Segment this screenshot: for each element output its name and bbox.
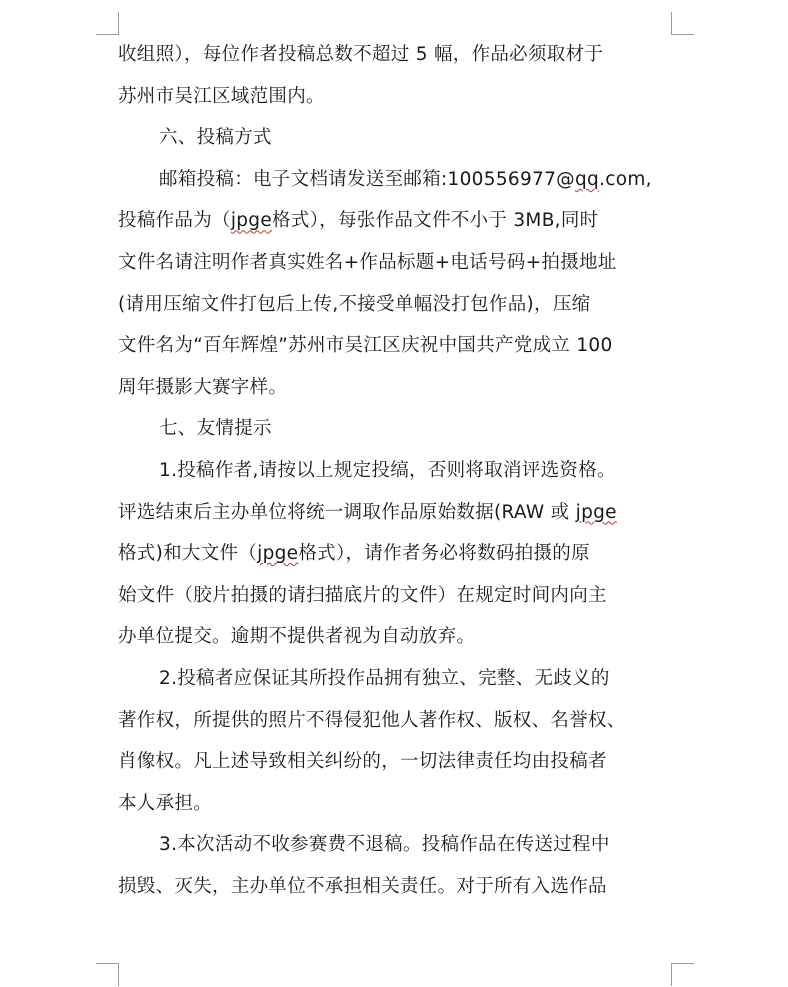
text-line (118, 200, 674, 242)
text-segment: 邮箱投稿：电子文档请发送至邮箱:100556977@ (159, 168, 575, 190)
text-line (118, 866, 674, 908)
text-line (118, 616, 674, 658)
spellcheck-flagged-word: jpge (575, 501, 617, 523)
text-segment: 收组照），每位作者投稿总数不超过 5 幅，作品必须取材于 (118, 44, 604, 65)
text-line (118, 408, 674, 450)
text-line (118, 533, 674, 575)
text-segment: 办单位提交。逾期不提供者视为自动放弃。 (118, 626, 476, 648)
text-segment: 周年摄影大赛字样。 (118, 376, 288, 398)
spellcheck-flagged-word: jpge (230, 210, 273, 232)
text-line (118, 658, 674, 700)
text-segment: 评选结束后主办单位将统一调取作品原始数据(RAW 或 (118, 501, 576, 523)
document-body[interactable] (118, 34, 674, 907)
text-line (118, 492, 674, 534)
text-line (118, 367, 674, 409)
text-segment: 投稿作品为（ (118, 210, 231, 232)
text-segment: 六、投稿方式 (159, 127, 272, 149)
text-line (118, 34, 674, 76)
text-line (118, 325, 674, 367)
text-segment: 七、友情提示 (159, 418, 272, 440)
text-segment: 2.投稿者应保证其所投作品拥有独立、完整、无歧义的 (159, 667, 610, 689)
text-line (118, 575, 674, 617)
text-line (118, 159, 674, 201)
crop-mark-bottom-right (671, 963, 694, 986)
text-segment: 肖像权。凡上述导致相关纠纷的，一切法律责任均由投稿者 (118, 751, 607, 773)
text-segment: 文件名请注明作者真实姓名+作品标题+电话号码+拍摄地址 (118, 251, 617, 273)
text-segment: 格式），每张作品文件不小于 3MB,同时 (272, 210, 599, 232)
text-segment: 格式），请作者务必将数码拍摄的原 (298, 543, 590, 565)
crop-mark-bottom-left (96, 963, 119, 986)
text-line (118, 700, 674, 742)
crop-mark-top-right (671, 12, 694, 35)
text-segment: 始文件（胶片拍摄的请扫描底片的文件）在规定时间内向主 (118, 584, 607, 606)
crop-mark-top-left (96, 12, 119, 35)
text-segment: 本人承担。 (118, 792, 213, 814)
spellcheck-flagged-word: qq (574, 168, 600, 190)
text-segment: .com, (599, 168, 652, 190)
text-segment: 文件名为“百年辉煌”苏州市吴江区庆祝中国共产党成立 100 (118, 335, 613, 357)
text-line (118, 741, 674, 783)
text-segment: 格式)和大文件（ (118, 543, 258, 565)
text-segment: 著作权，所提供的照片不得侵犯他人著作权、版权、名誉权、 (118, 709, 626, 731)
text-line (118, 450, 674, 492)
text-segment: 1.投稿作者,请按以上规定投缟，否则将取消评选资格。 (159, 459, 616, 481)
text-line (118, 783, 674, 825)
text-segment: (请用压缩文件打包后上传,不接受单幅没打包作品)，压缩 (118, 293, 591, 315)
spellcheck-flagged-word: jpge (257, 543, 299, 565)
text-line (118, 284, 674, 326)
text-segment: 苏州市吴江区域范围内。 (118, 85, 325, 107)
text-line (118, 242, 674, 284)
text-segment: 3.本次活动不收参赛费不退稿。投稿作品在传送过程中 (159, 834, 610, 856)
text-line (118, 117, 674, 159)
text-line (118, 824, 674, 866)
text-line (118, 76, 674, 118)
text-segment: 损毁、灭失，主办单位不承担相关责任。对于所有入选作品 (118, 875, 607, 897)
